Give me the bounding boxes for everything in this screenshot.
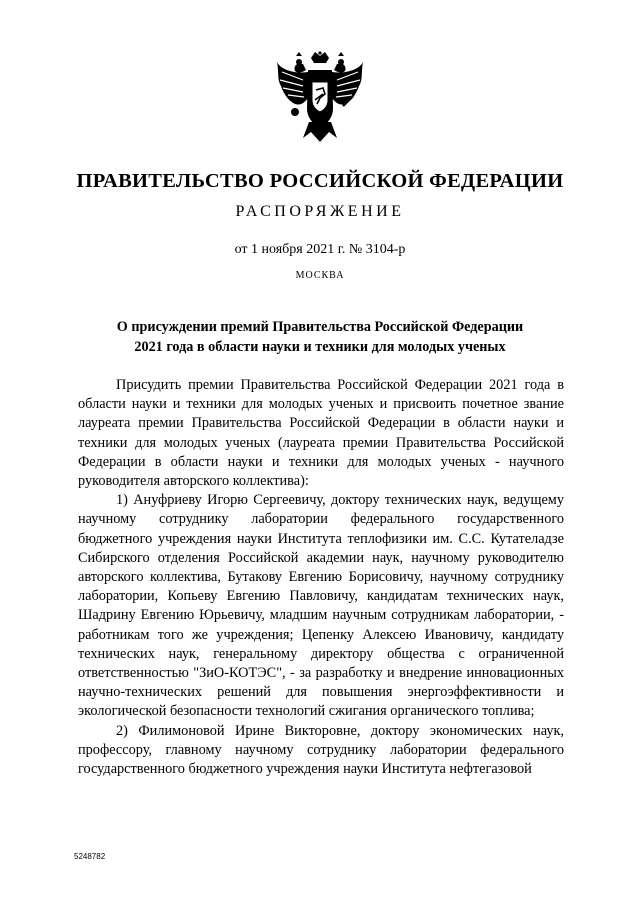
date-and-number: от 1 ноября 2021 г. № 3104-р [234, 242, 406, 257]
heading-line-2: 2021 года в области науки и техники для молодых ученых [134, 339, 506, 355]
item-paragraph-2: 2) Филимоновой Ирине Викторовне, доктору экономических наук, профессору, главному научному сотруднику лаборатории федерального государственного бюджетного учреждения науки Института нефтегазовой [78, 722, 564, 778]
item-paragraph-1: 1) Ануфриеву Игорю Сергеевичу, доктору технических наук, ведущему научному сотруднику лаборатории федерального государственного бюджетного учреждения науки Института теплофизики им. С.С. Кутателадзе Сибирского отделения Российской академии наук, научному руководителю авторского коллектива, Бутакову Евгению Борисовичу, научному сотруднику лаборатории, Копьеву Евгению Павловичу, кандидатам технических наук, Шадрину Евгению Юрьевичу, младшим научным сотрудникам лаборатории, - работникам того же учреждения; Цепенку Алексею Ивановичу, кандидату технических наук, генеральному директору общества с ограниченной ответственностью "ЗиО-КОТЭС", - за разработку и внедрение инновационных научно-технических решений для повышения энергоэффективности и экологической безопасности технологий сжигания органического топлива; [78, 492, 564, 720]
document-code: 5248782 [74, 852, 106, 861]
document-heading [80, 317, 560, 357]
document-type: РАСПОРЯЖЕНИЕ [235, 203, 405, 220]
government-title: ПРАВИТЕЛЬСТВО РОССИЙСКОЙ ФЕДЕРАЦИИ [76, 170, 564, 192]
russian-coat-of-arms-icon [273, 50, 367, 146]
document-body [78, 376, 564, 779]
city: МОСКВА [295, 270, 345, 281]
heading-line-1: О присуждении премий Правительства Российской Федерации [116, 319, 524, 335]
intro-paragraph: Присудить премии Правительства Российской Федерации 2021 года в области науки и техники для молодых ученых и присвоить почетное звание лауреата премии Правительства Российской Федерации в области науки и техники для молодых ученых (лауреата премии Правительства Российской Федерации в области науки и техники для молодых ученых - научного руководителя авторского коллектива): [78, 377, 564, 490]
